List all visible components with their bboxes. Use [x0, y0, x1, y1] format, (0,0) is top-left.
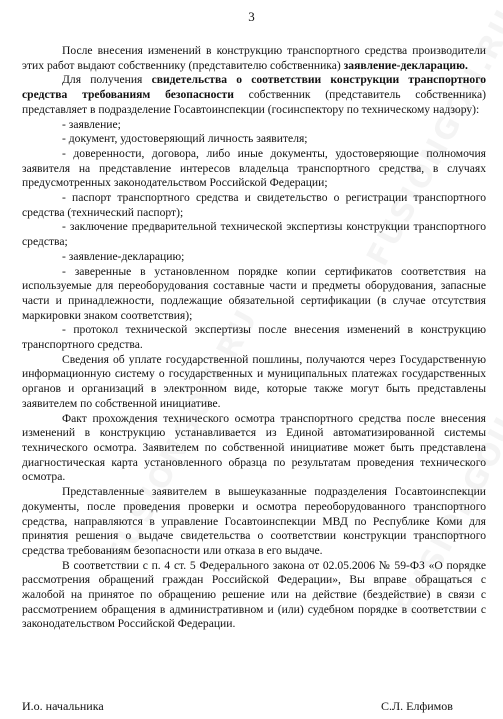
- text-run: - паспорт транспортного средства и свидетельство о регистрации транспортного средства (технический паспорт);: [22, 191, 486, 219]
- paragraph: [22, 412, 486, 486]
- text-run: Для получения: [62, 73, 152, 87]
- paragraph: [22, 220, 486, 249]
- paragraph: [22, 191, 486, 220]
- paragraph: [22, 559, 486, 633]
- paragraph: [22, 44, 486, 73]
- text-run: - заключение предварительной технической экспертизы конструкции транспортного средства;: [22, 220, 486, 249]
- page-number: 3: [248, 9, 255, 24]
- text-run: Сведения об уплате государственной пошлины, получаются через Государственную информационную систему о государственных и муниципальных платежах государственных органов и организаций в электронном виде, которые также могут быть представлены заявителем по собственной инициативе.: [22, 352, 486, 410]
- signature-position: И.о. начальника: [22, 699, 104, 713]
- text-run: - протокол технической экспертизы после внесения изменений в конструкцию транспортного средства.: [22, 323, 486, 352]
- paragraph: [22, 118, 486, 133]
- bold-text: свидетельства о соответствии конструкции транспортного средства требованиям безопасности: [22, 73, 486, 102]
- text-run: собственник (представитель собственника) представляет в подразделение Госавтоинспекции (госинспектору по техническому надзору):: [22, 88, 486, 116]
- paragraph: [22, 323, 486, 352]
- text-run: - заявление-декларацию;: [62, 249, 185, 263]
- paragraph: [22, 73, 486, 117]
- paragraph: [22, 250, 486, 265]
- text-run: В соответствии с п. 4 ст. 5 Федерального закона от 02.05.2006 № 59-ФЗ «О порядке рассмотрения обращений граждан Российской Федерации», Вы вправе обращаться с жалобой на принятое по обращению решение или на действие (бездействие) в связи с рассмотрением обращения в административном и (или) судебном порядке в соответствии с законодательством Российской Федерации.: [22, 558, 486, 631]
- signature-name: С.Л. Елфимов: [381, 699, 453, 713]
- paragraph: [22, 353, 486, 412]
- text-run: - документ, удостоверяющий личность заявителя;: [62, 132, 308, 146]
- text-run: - заявление;: [62, 117, 121, 131]
- paragraph: [22, 265, 486, 324]
- text-run: После внесения изменений в конструкцию транспортного средства производители этих работ выдают собственнику (представителю собственника): [22, 44, 486, 72]
- text-run: - заверенные в установленном порядке копии сертификатов соответствия на используемые для переоборудования составные части и предметы оборудования, запасные части и принадлежности, подлежащие обязательной сертификации (в случае отсутствия маркировки знаком соответствия);: [22, 264, 486, 322]
- text-run: Факт прохождения технического осмотра транспортного средства после внесения изменений в конструкцию устанавливается из Единой автоматизированной системы технического осмотра. Заявителем по собственной инициативе может быть представлена диагностическая карта установленного образца по результатам проведения технического осмотра.: [22, 411, 486, 484]
- paragraph: [22, 132, 486, 147]
- document-body: [22, 44, 486, 632]
- bold-text: заявление-декларацию.: [343, 58, 468, 72]
- text-run: Представленные заявителем в вышеуказанные подразделения Госавтоинспекции документы, после проведения проверки и осмотра переоборудованного транспортного средства, направляются в управление Госавтоинспекции МВД по Республике Коми для принятия решения о выдаче свидетельства о соответствии конструкции транспортного средства требованиям безопасности или отказа в его выдаче.: [22, 485, 486, 557]
- paragraph: [22, 485, 486, 559]
- text-run: - доверенности, договора, либо иные документы, удостоверяющие полномочия заявителя на представление интересов владельца транспортного средства, в случаях предусмотренных законодательством Российской Федерации;: [22, 146, 486, 190]
- paragraph: [22, 147, 486, 191]
